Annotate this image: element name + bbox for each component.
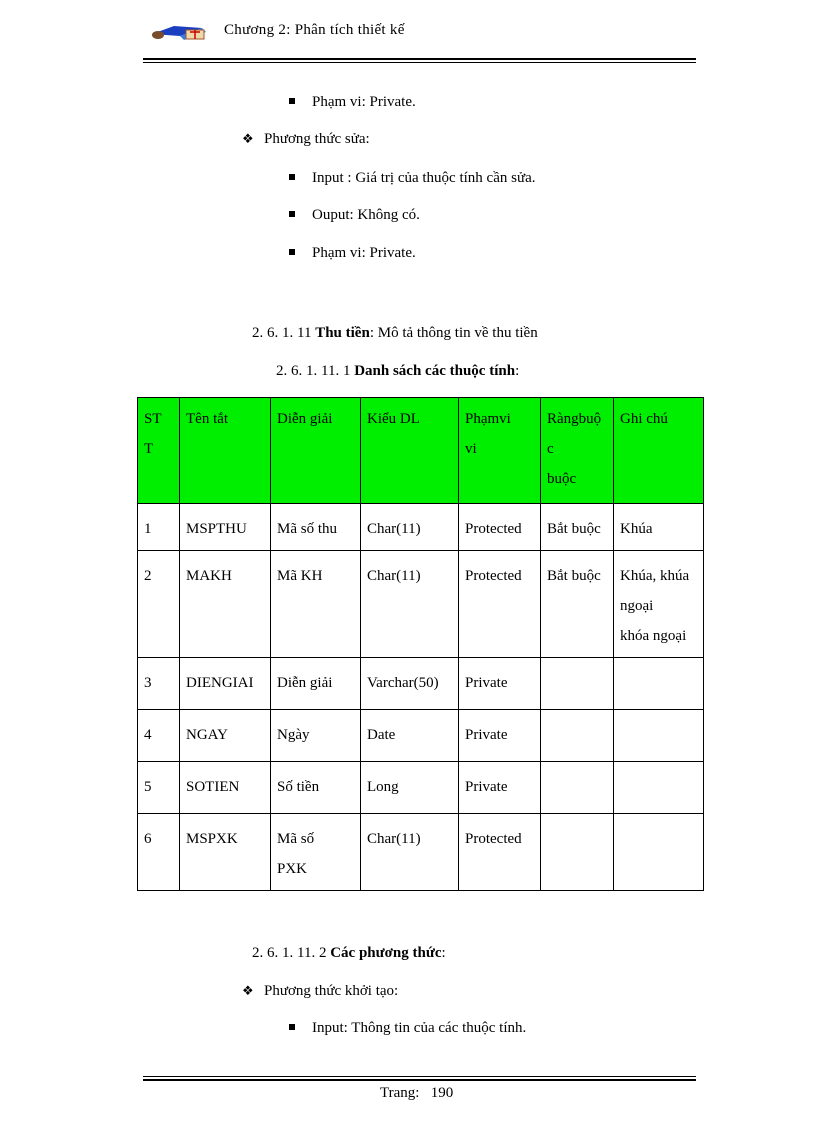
table-cell: Private bbox=[459, 762, 541, 814]
table-cell bbox=[614, 814, 704, 891]
table-cell: Char(11) bbox=[361, 814, 459, 891]
header-cell: Diễn giải bbox=[271, 398, 361, 504]
list-item: ❖ Phương thức khởi tạo: bbox=[242, 983, 399, 999]
footer-rule bbox=[143, 1079, 696, 1081]
table-cell bbox=[614, 710, 704, 762]
table-cell: Date bbox=[361, 710, 459, 762]
diamond-bullet-icon: ❖ bbox=[242, 131, 254, 146]
attribute-table bbox=[137, 397, 704, 891]
table-cell: 5 bbox=[138, 762, 180, 814]
table-cell: 3 bbox=[138, 658, 180, 710]
header-rule-thin bbox=[143, 62, 696, 63]
header-cell: Phạmvi vi bbox=[459, 398, 541, 504]
table-cell bbox=[614, 658, 704, 710]
table-cell: 6 bbox=[138, 814, 180, 891]
table-cell-multiline: Mã số PXK bbox=[271, 814, 361, 891]
header-cell: Ghi chú bbox=[614, 398, 704, 504]
page-label: Trang: bbox=[380, 1085, 420, 1101]
table-cell: MSPTHU bbox=[180, 504, 271, 551]
table-cell bbox=[541, 762, 614, 814]
table-cell: MAKH bbox=[180, 551, 271, 658]
subsection-heading: 2. 6. 1. 11. 1 Danh sách các thuộc tính: bbox=[276, 363, 520, 379]
list-item: Ouput: Không có. bbox=[289, 207, 420, 224]
table-row bbox=[138, 814, 704, 891]
table-cell: Bắt buộc bbox=[541, 551, 614, 658]
list-item: Input : Giá trị của thuộc tính cần sửa. bbox=[289, 170, 535, 187]
table-cell: Ngày bbox=[271, 710, 361, 762]
header-cell: ST T bbox=[138, 398, 180, 504]
table-cell-multiline: Khúa, khúa ngoại khóa ngoại bbox=[614, 551, 704, 658]
table-row bbox=[138, 504, 704, 551]
table-cell: SOTIEN bbox=[180, 762, 271, 814]
header-cell: Kiểu DL bbox=[361, 398, 459, 504]
table-row bbox=[138, 658, 704, 710]
table-cell: NGAY bbox=[180, 710, 271, 762]
table-cell: Khúa bbox=[614, 504, 704, 551]
table-cell: Protected bbox=[459, 814, 541, 891]
table-cell: Char(11) bbox=[361, 551, 459, 658]
header-cell: Tên tắt bbox=[180, 398, 271, 504]
table-cell: Private bbox=[459, 710, 541, 762]
table-cell bbox=[614, 762, 704, 814]
table-cell: Mã KH bbox=[271, 551, 361, 658]
graduation-cap-logo-icon bbox=[150, 20, 208, 42]
table-cell: Số tiền bbox=[271, 762, 361, 814]
header-title: Chương 2: Phân tích thiết kế bbox=[224, 22, 405, 38]
header-rule bbox=[143, 58, 696, 60]
square-bullet-icon bbox=[289, 1024, 295, 1030]
table-cell: 1 bbox=[138, 504, 180, 551]
table-cell: Char(11) bbox=[361, 504, 459, 551]
table-cell: Varchar(50) bbox=[361, 658, 459, 710]
table-row bbox=[138, 710, 704, 762]
list-item: ❖ Phương thức sửa: bbox=[242, 131, 370, 147]
square-bullet-icon bbox=[289, 211, 295, 217]
table-cell: Private bbox=[459, 658, 541, 710]
table-cell: Mã số thu bbox=[271, 504, 361, 551]
table-cell bbox=[541, 710, 614, 762]
table-header-row bbox=[138, 398, 704, 504]
table-cell: 4 bbox=[138, 710, 180, 762]
square-bullet-icon bbox=[289, 174, 295, 180]
square-bullet-icon bbox=[289, 249, 295, 255]
table-cell: Diễn giải bbox=[271, 658, 361, 710]
table-cell: DIENGIAI bbox=[180, 658, 271, 710]
table-row bbox=[138, 762, 704, 814]
page-footer bbox=[380, 1085, 453, 1102]
diamond-bullet-icon: ❖ bbox=[242, 983, 254, 998]
list-item: Phạm vi: Private. bbox=[289, 94, 416, 111]
table-cell: MSPXK bbox=[180, 814, 271, 891]
section-heading: 2. 6. 1. 11 Thu tiền: Mô tả thông tin về thu tiền bbox=[252, 325, 538, 341]
table-cell: 2 bbox=[138, 551, 180, 658]
table-row bbox=[138, 551, 704, 658]
list-item: Input: Thông tin của các thuộc tính. bbox=[289, 1020, 526, 1037]
page-number: 190 bbox=[430, 1085, 454, 1101]
table-cell bbox=[541, 658, 614, 710]
subsection-heading: 2. 6. 1. 11. 2 Các phương thức: bbox=[252, 945, 446, 961]
footer-rule-thin bbox=[143, 1076, 696, 1077]
table-cell: Protected bbox=[459, 504, 541, 551]
table-cell: Bắt buộc bbox=[541, 504, 614, 551]
square-bullet-icon bbox=[289, 98, 295, 104]
header-cell: Ràngbuộ c buộc bbox=[541, 398, 614, 504]
table-cell: Protected bbox=[459, 551, 541, 658]
table-cell bbox=[541, 814, 614, 891]
list-item: Phạm vi: Private. bbox=[289, 245, 416, 262]
table-cell: Long bbox=[361, 762, 459, 814]
